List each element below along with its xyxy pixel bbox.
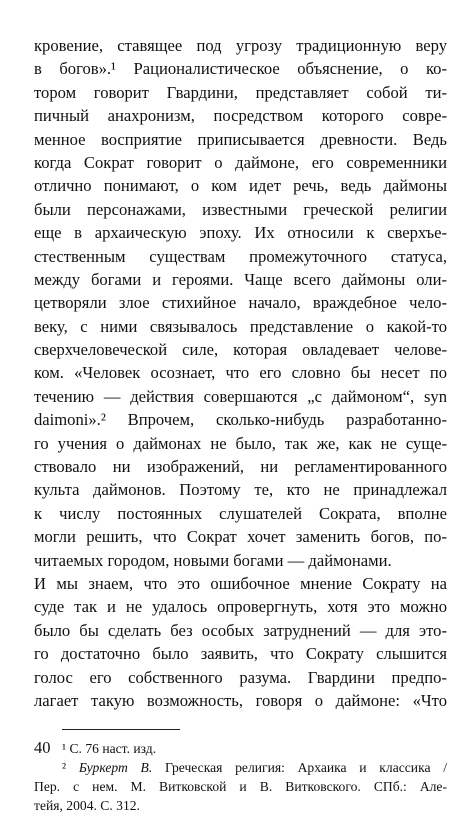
footnotes	[34, 739, 447, 815]
text-line: daimoni».² Впрочем, сколько-нибудь разработанно-	[34, 410, 447, 430]
text-line: отлично понимают, о ком идет речь, ведь даймоны	[34, 176, 447, 196]
text-line: культа даймонов. Поэтому те, кто не принадлежал	[34, 480, 447, 500]
text-line: когда Сократ говорит о даймоне, его современники	[34, 152, 447, 172]
page-number: 40	[34, 738, 51, 757]
footnote-separator	[62, 729, 180, 730]
text-line: веку, с ними связывалось представление о какой-то	[34, 316, 447, 336]
text-line: течению — действия совершаются „с даймоном“, syn	[34, 386, 447, 406]
footnote-2-author: Буркерт В.	[78, 760, 153, 776]
text-line: голос его собственного разума. Гвардини предпо-	[34, 667, 447, 687]
text-line: было бы сделать без особых затруднений — для это-	[34, 620, 447, 640]
text-line: го учения о даймонах не было, так же, как не суще-	[34, 433, 447, 453]
text-line: менное восприятие приписывается древности. Ведь	[34, 129, 447, 149]
text-line: в богов».¹ Рационалистическое объяснение, о ко-	[34, 59, 447, 79]
text-line: ствовало ни изображений, ни регламентированного	[34, 457, 447, 477]
text-line: сверхчеловеческой силе, которая овладевает челове-	[34, 340, 447, 360]
text-line: стественным существам промежуточного статуса,	[34, 246, 447, 266]
text-line: пичный анахронизм, посредством которого совре-	[34, 106, 447, 126]
main-text	[34, 34, 447, 712]
text-line: могли решить, что Сократ хочет заменить богов, по-	[34, 527, 447, 547]
footnote-2-line-2: Пер. с нем. М. Витковской и В. Витковского. СПб.: Але-	[34, 779, 447, 795]
footnote-1: ¹ С. 76 наст. изд.	[62, 741, 157, 757]
text-line: читаемых городом, новыми богами — даймонами.	[34, 550, 392, 570]
text-line: были персонажами, известными греческой религии	[34, 199, 447, 219]
text-line: кровение, ставящее под угрозу традиционную веру	[34, 36, 447, 55]
footnote-2-line-3: тейя, 2004. С. 312.	[34, 798, 140, 814]
text-line: еще в архаическую эпоху. Их относили к сверхъе-	[34, 223, 447, 243]
page-body	[34, 34, 447, 815]
text-line: го достаточно было заявить, что Сократу слышится	[34, 644, 447, 664]
text-line: лагает такую возможность, говоря о даймоне: «Что	[34, 690, 447, 710]
text-line: суде так и не удалось опровергнуть, хотя это можно	[34, 597, 447, 617]
footnote-2-marker: ²	[62, 760, 67, 776]
text-line: тором говорит Гвардини, представляет собой ти-	[34, 82, 447, 102]
text-line: между богами и героями. Чаще всего даймоны оли-	[34, 269, 447, 289]
text-line: к числу постоянных слушателей Сократа, вполне	[34, 503, 447, 523]
text-line: ком. «Человек осознает, что его словно бы несет по	[34, 363, 447, 383]
text-line: И мы знаем, что это ошибочное мнение Сократу на	[34, 573, 447, 593]
text-line: цетворяли злое стихийное начало, враждебное чело-	[34, 293, 447, 313]
footnote-2-line-1	[34, 758, 447, 777]
footnote-2-title: Греческая религия: Архаика и классика /	[164, 760, 447, 776]
